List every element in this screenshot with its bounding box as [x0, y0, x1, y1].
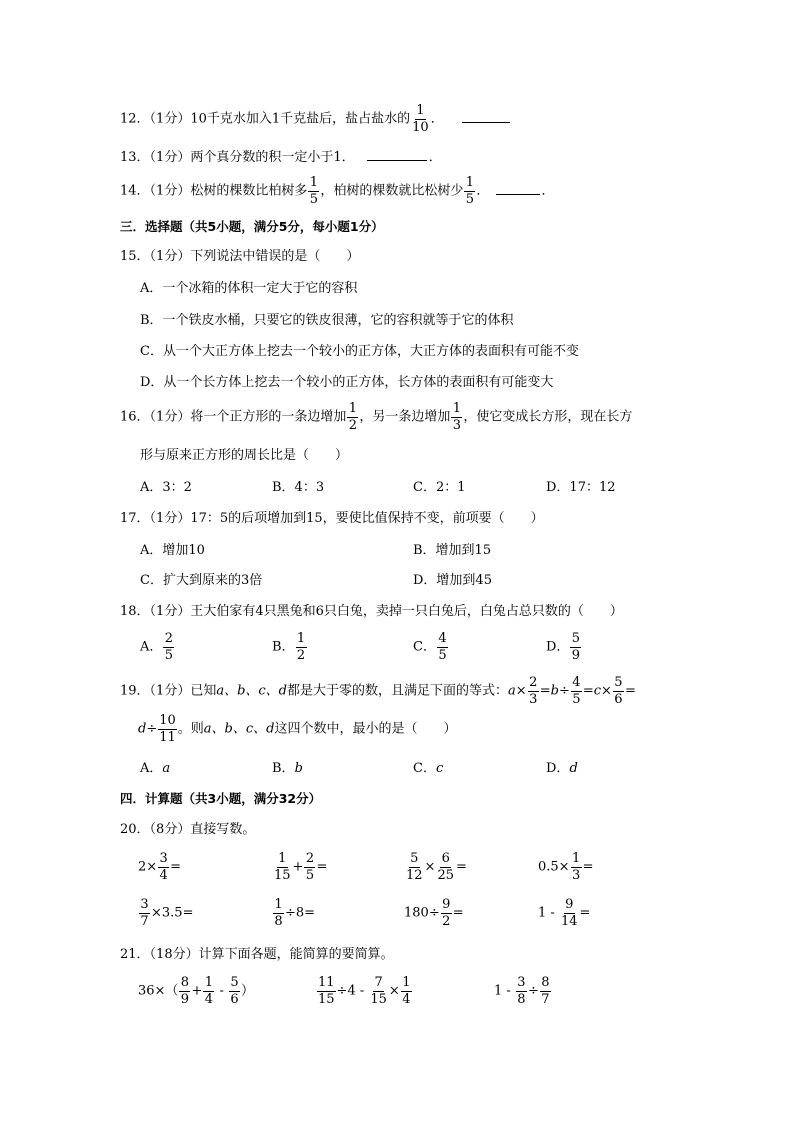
q12-fraction: $\frac{1}{10}$: [412, 103, 429, 135]
q12-answer-blank[interactable]: [462, 110, 510, 123]
q20-expr-1: 2× $\frac{3}{4}$ =: [138, 851, 182, 883]
q21-expr-3: 1 - $\frac{3}{8}$ ÷ $\frac{8}{7}$: [494, 975, 550, 1007]
q15-option-c[interactable]: C．从一个大正方体上挖去一个较小的正方体，大正方体的表面积有可能不变: [140, 344, 579, 359]
q16-option-a[interactable]: A．3：2: [140, 480, 192, 495]
q20-expr-3: $\frac{5}{12}$ × $\frac{6}{25}$ =: [406, 851, 467, 883]
q13-text: 13．（1分）两个真分数的积一定小于1．: [120, 150, 355, 165]
q17-option-d[interactable]: D．增加到45: [413, 573, 492, 588]
q16-option-b[interactable]: B．4：3: [272, 480, 325, 495]
q19-option-c[interactable]: C．c: [413, 761, 444, 776]
q19-option-b[interactable]: B．b: [272, 761, 303, 776]
question-14: 14．（1分）松树的棵数比柏树多 $\frac{1}{5}$ ，柏树的棵数就比松树少 $\frac{1}{5}$ ． ．: [120, 175, 555, 207]
question-19-line-2: d÷ $\frac{10}{11}$ 。则a、b、c、d这四个数中，最小的是（ ）: [138, 713, 457, 745]
q12-text: 12．（1分）10千克水加入1千克盐后，盐占盐水的: [120, 111, 411, 127]
q17-option-b[interactable]: B．增加到15: [413, 543, 492, 558]
q15-option-a[interactable]: A．一个冰箱的体积一定大于它的容积: [140, 281, 358, 296]
q14-fraction-2: $\frac{1}{5}$: [465, 175, 474, 207]
q21-expr-1: 36×（ $\frac{8}{9}$ + $\frac{1}{4}$ - $\frac{5}{6}$ ）: [138, 975, 255, 1007]
q20-expr-4: 0.5× $\frac{1}{3}$ =: [538, 851, 594, 883]
question-16-line-2: 形与原来正方形的周长比是（ ）: [140, 448, 349, 463]
q20-expr-6: $\frac{1}{8}$ ÷8=: [274, 897, 316, 929]
q19-option-a[interactable]: A．a: [140, 761, 171, 776]
question-12: 12．（1分）10千克水加入1千克盐后，盐占盐水的 $\frac{1}{10}$ ．: [120, 104, 512, 134]
question-13: 13．（1分）两个真分数的积一定小于1． ．: [120, 150, 442, 165]
q20-expr-7: 180÷ $\frac{9}{2}$ =: [404, 897, 464, 929]
q16-option-c[interactable]: C．2：1: [413, 480, 466, 495]
q17-option-a[interactable]: A．增加10: [140, 543, 205, 558]
question-15: 15．（1分）下列说法中错误的是（ ）: [120, 249, 360, 264]
q14-fraction-1: $\frac{1}{5}$: [309, 175, 318, 207]
q21-expr-2: $\frac{11}{15}$ ÷4 - $\frac{7}{15}$ × $\frac{1}{4}$: [318, 975, 411, 1007]
section-3-heading: 三．选择题（共5小题，满分5分，每小题1分）: [120, 219, 384, 234]
q16-option-d[interactable]: D．17：12: [546, 480, 616, 495]
q16-fraction-2: $\frac{1}{3}$: [452, 401, 461, 433]
q18-option-d[interactable]: D． $\frac{5}{9}$: [546, 631, 581, 663]
q15-option-b[interactable]: B．一个铁皮水桶，只要它的铁皮很薄，它的容积就等于它的体积: [140, 313, 514, 328]
q20-expr-5: $\frac{3}{7}$ ×3.5=: [140, 897, 194, 929]
q20-expr-2: $\frac{1}{15}$ + $\frac{2}{5}$ =: [274, 851, 328, 883]
question-21: 21．（18分）计算下面各题，能简算的要简算。: [120, 947, 394, 962]
question-17: 17．（1分）17：5的后项增加到15，要使比值保持不变，前项要（ ）: [120, 511, 544, 526]
question-19: 19．（1分）已知a、b、c、d都是大于零的数，且满足下面的等式：a× $\frac{2}{3}$ =b÷ $\frac{4}{5}$ =c× $\frac{5}{6}$ =: [120, 675, 636, 707]
q18-option-a[interactable]: A． $\frac{2}{5}$: [140, 631, 174, 663]
question-16: 16．（1分）将一个正方形的一条边增加 $\frac{1}{2}$ ，另一条边增加 $\frac{1}{3}$ ，使它变成长方形，现在长方: [120, 401, 633, 433]
q18-option-c[interactable]: C． $\frac{4}{5}$: [413, 631, 447, 663]
q17-option-c[interactable]: C．扩大到原来的3倍: [140, 573, 263, 588]
q19-option-d[interactable]: D．d: [546, 761, 578, 776]
section-4-heading: 四．计算题（共3小题，满分32分）: [120, 791, 322, 806]
q13-answer-blank[interactable]: [367, 148, 427, 161]
q18-option-b[interactable]: B． $\frac{1}{2}$: [272, 631, 306, 663]
q15-option-d[interactable]: D．从一个长方体上挖去一个较小的正方体，长方体的表面积有可能变大: [140, 375, 554, 390]
q14-answer-blank[interactable]: [496, 182, 540, 195]
q16-fraction-1: $\frac{1}{2}$: [348, 401, 357, 433]
question-18: 18．（1分）王大伯家有4只黑兔和6只白兔，卖掉一只白兔后，白兔占总只数的（ ）: [120, 604, 623, 619]
q20-expr-8: 1 - $\frac{9}{14}$ =: [538, 897, 591, 929]
question-20: 20．（8分）直接写数。: [120, 822, 256, 837]
